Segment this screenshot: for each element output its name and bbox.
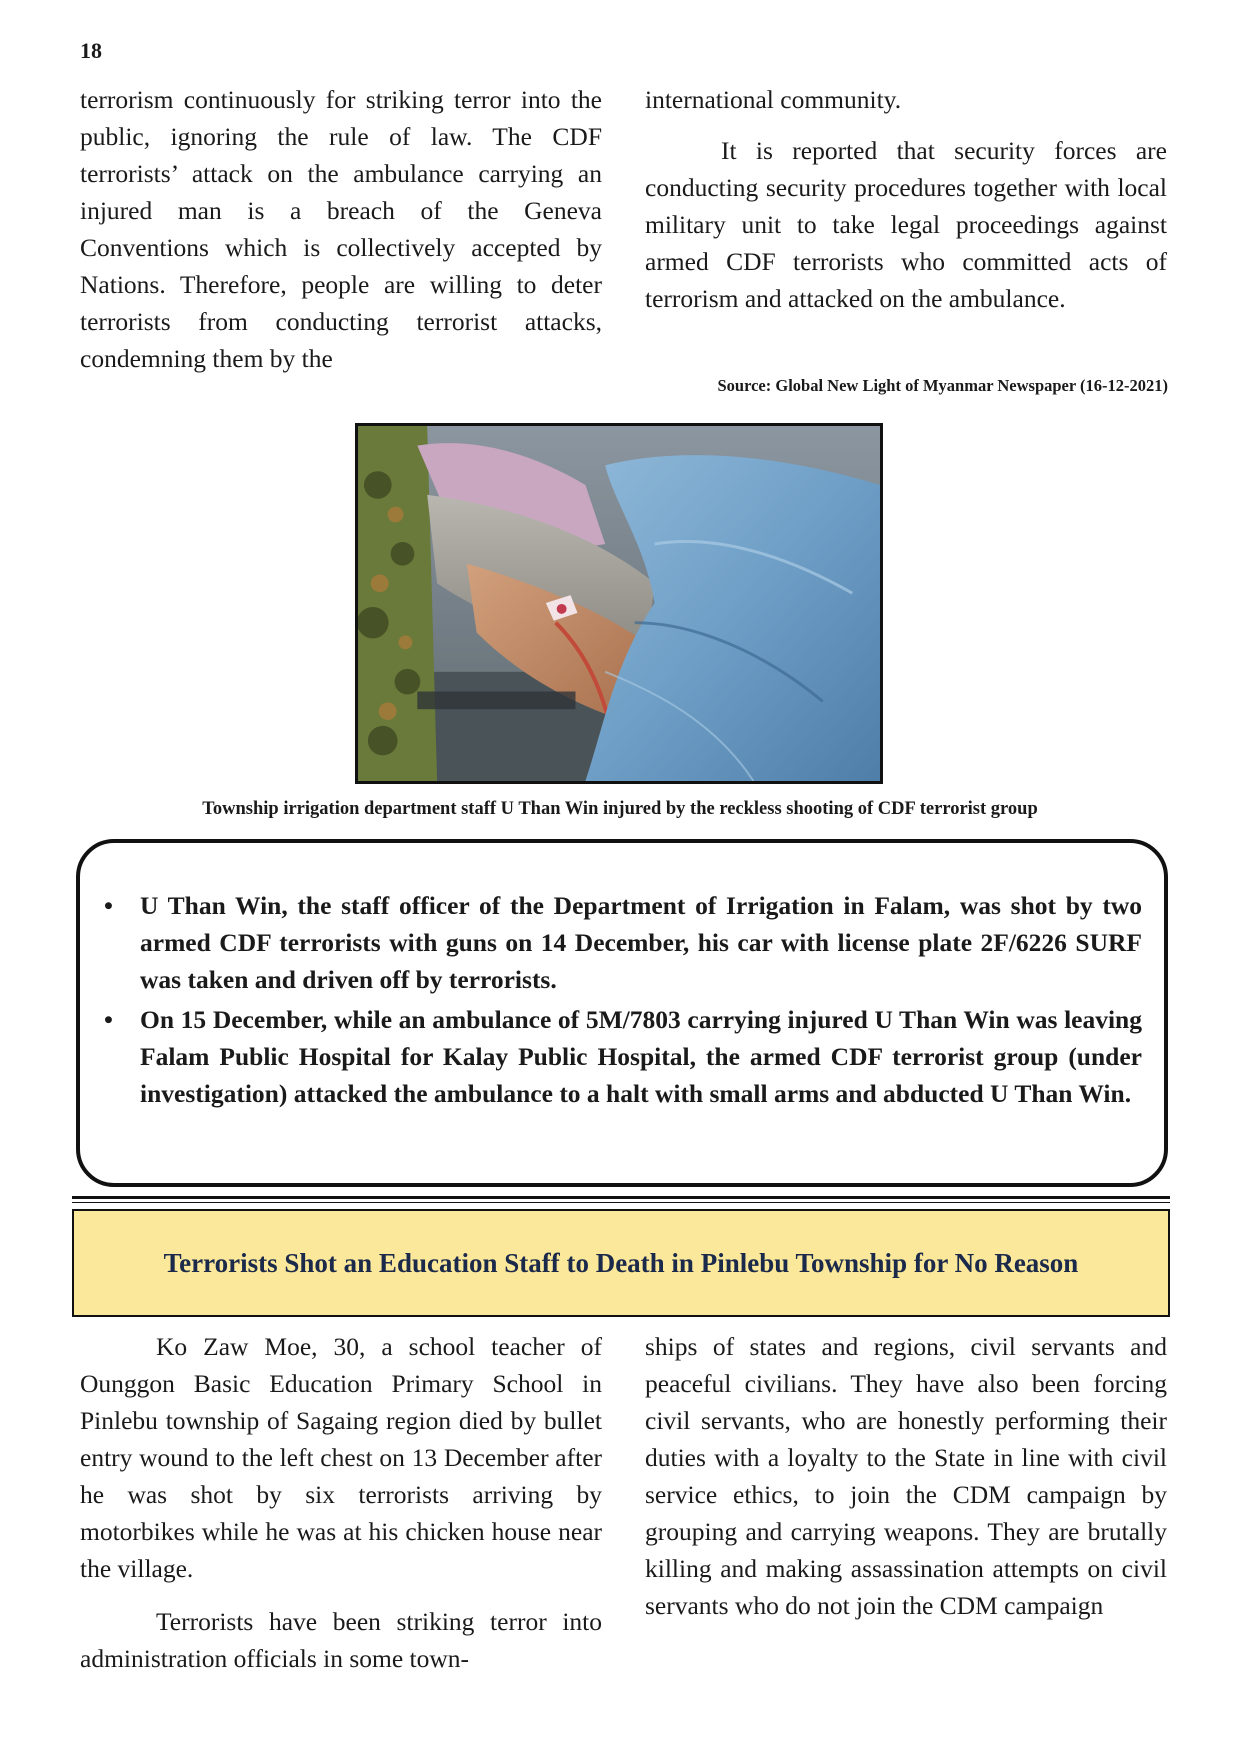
list-item <box>100 887 1142 998</box>
section-divider <box>72 1196 1170 1203</box>
paragraph: international community. <box>645 85 902 114</box>
top-right-column <box>645 81 1167 331</box>
page-number: 18 <box>80 38 102 63</box>
source-credit: Source: Global New Light of Myanmar Newspaper (16-12-2021) <box>717 376 1168 395</box>
paragraph: ships of states and regions, civil servants and peaceful civilians. They have also been forcing civil servants, who are honestly performing their duties with a loyalty to the State in line with civil service ethics, to join the CDM campaign by grouping and carrying weapons. They are brutally killing and making assassination attempts on civil servants who do not join the CDM campaign <box>645 1332 1167 1620</box>
article-headline: Terrorists Shot an Education Staff to Death in Pinlebu Township for No Reason <box>163 1247 1079 1278</box>
list-item <box>100 1001 1142 1112</box>
bottom-left-column <box>80 1328 602 1691</box>
summary-list <box>100 887 1142 1112</box>
injured-man-photo <box>358 426 880 781</box>
list-item-text: On 15 December, while an ambulance of 5M/7803 carrying injured U Than Win was leaving Falam Public Hospital for Kalay Public Hospital, the armed CDF terrorist group (under investigation) attacked the ambulance to a halt with small arms and abducted U Than Win. <box>140 1005 1142 1108</box>
headline-box <box>72 1209 1170 1317</box>
paragraph: terrorism continuously for striking terror into the public, ignoring the rule of law. The CDF terrorists’ attack on the ambulance carrying an injured man is a breach of the Geneva Conventions which is collectively accepted by Nations. Therefore, people are willing to deter terrorists from conducting terrorist attacks, condemning them by the <box>80 85 602 373</box>
paragraph: It is reported that security forces are conducting security procedures together with local military unit to take legal proceedings against armed CDF terrorists who committed acts of terrorism and attacked on the ambulance. <box>645 136 1167 313</box>
top-left-column <box>80 81 602 391</box>
list-item-text: U Than Win, the staff officer of the Department of Irrigation in Falam, was shot by two armed CDF terrorists with guns on 14 December, his car with license plate 2F/6226 SURF was taken and driven off by terrorists. <box>140 891 1142 994</box>
paragraph: Ko Zaw Moe, 30, a school teacher of Ounggon Basic Education Primary School in Pinlebu township of Sagaing region died by bullet entry wound to the left chest on 13 December after he was shot by six terrorists arriving by motorbikes while he was at his chicken house near the village. <box>80 1332 602 1583</box>
photo-caption: Township irrigation department staff U Than Win injured by the reckless shooting of CDF terrorist group <box>202 799 1038 819</box>
paragraph: Terrorists have been striking terror into administration officials in some town- <box>80 1607 602 1673</box>
summary-callout <box>76 839 1168 1187</box>
bullet-icon: • <box>104 891 113 920</box>
bullet-icon: • <box>104 1005 113 1034</box>
news-photo <box>355 423 883 784</box>
bottom-right-column <box>645 1328 1167 1638</box>
